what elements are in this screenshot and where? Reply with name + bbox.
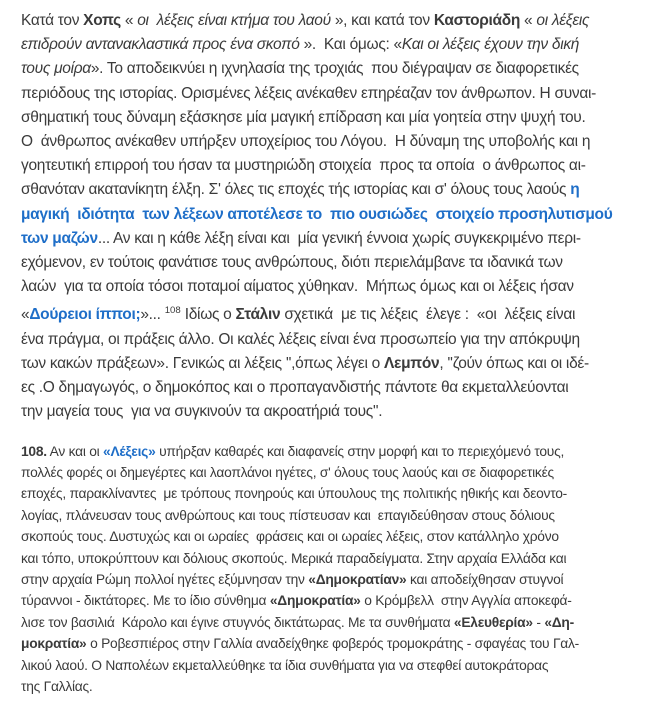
text-run: ο Ροβεσπιέρος στην Γαλλία αναδείχθηκε φοβερός τρομοκράτης - σφαγέας του Γαλ-: [86, 636, 580, 652]
text-run: «Λέξεις»: [103, 443, 156, 459]
text-run: η: [570, 181, 580, 199]
text-run: εχόμενον, εν τούτοις φανάτισε τους ανθρώπους, διότι περιελάμβανε τα ιδανικά των: [21, 254, 563, 272]
text-run: τύραννοι - δικτάτορες. Με το ίδιο σύνθημα: [21, 593, 270, 609]
text-run: υπήρξαν καθαρές και διαφανείς στην μορφή και το περιεχόμενό τους,: [155, 443, 565, 459]
text-run: Ο άνθρωπος ανέκαθεν υπήρξεν υποχείριος του Λόγου. Η δύναμη της υποβολής και η: [21, 133, 591, 151]
text-run: Αν και οι: [46, 443, 104, 459]
text-run: «: [520, 12, 537, 29]
text-run: Ιδίως ο: [180, 306, 236, 324]
text-run: ες .Ο δημαγωγός, ο δημοκόπος και ο προπαγανδιστής πάντοτε θα εκμεταλλεύονται: [21, 379, 569, 397]
footnote-text-line: [21, 526, 642, 547]
text-run: ». Το αποδεικνύει η ιχνηλασία της τροχιάς που διέγραψαν σε διαφορετικές: [90, 60, 579, 78]
footnote-text-line: [21, 590, 642, 611]
text-run: Χοπς: [83, 12, 121, 29]
text-run: «Ελευθερία»: [453, 614, 533, 630]
text-run: »...: [140, 306, 165, 324]
text-run: ένα πράγμα, οι πράξεις άλλο. Οι καλές λέξεις είναι ένα προσωπείο για την απόκρυψη: [21, 330, 580, 348]
main-paragraph: [21, 9, 642, 425]
body-text-line: [21, 33, 642, 57]
text-run: Λεμπόν: [384, 355, 440, 372]
text-run: «: [21, 306, 30, 324]
text-run: περιόδους της ιστορίας. Ορισμένες λέξεις ανέκαθεν επηρέαζαν τον άνθρωπον. Η συναι-: [21, 84, 597, 102]
body-text-line: [21, 251, 642, 275]
body-text-line: [21, 376, 642, 400]
text-run: , ''ζούν όπως και οι ιδέ-: [439, 355, 589, 372]
text-run: -: [532, 614, 545, 630]
text-run: των μαζών: [21, 229, 98, 247]
footnote-108: [21, 441, 642, 698]
body-text-line: [21, 57, 642, 81]
text-run: λισε τον βασιλιά Κάρολο και έγινε στυγνός δικτάτωρας. Με τα συνθήματα: [21, 614, 454, 630]
body-text-line: [21, 352, 642, 376]
footnote-text-line: [21, 483, 642, 504]
body-text-line: [21, 178, 642, 202]
text-run: στην αρχαία Ρώμη πολλοί ηγέτες εξύμνησαν την: [21, 572, 309, 588]
body-text-line: [21, 106, 642, 130]
text-run: ». Και όμως: «: [299, 36, 402, 54]
body-text-line: [21, 275, 642, 299]
text-run: την μαγεία τους για να συγκινούν τα ακροατήριά τους''.: [21, 403, 383, 421]
text-run: «Δη-: [544, 614, 574, 630]
body-text-line: [21, 203, 642, 227]
text-run: τους μοίρα: [21, 60, 91, 78]
footnote-text-line: [21, 505, 642, 526]
text-run: », και κατά τον: [330, 12, 434, 29]
text-run: 108.: [21, 443, 47, 459]
text-run: Κατά τον: [21, 12, 84, 29]
footnote-text-line: [21, 676, 642, 697]
body-text-line: [21, 299, 642, 327]
text-run: οι λέξεις: [536, 12, 590, 29]
text-run: Καστοριάδη: [433, 12, 521, 29]
text-run: Δούρειοι ίπποι;: [29, 306, 141, 324]
body-text-line: [21, 400, 642, 424]
body-text-line: [21, 154, 642, 178]
text-run: Και οι λέξεις έχουν την δική: [401, 36, 580, 54]
text-run: γοητευτική επιρροή του ήσαν τα μυστηριώδη στοιχεία προς τα οποία ο άνθρωπος αι-: [21, 157, 586, 175]
text-run: «Δημοκρατίαν»: [308, 572, 407, 588]
text-run: λογίας, πλάνευσαν τους ανθρώπους και τους πίστευσαν και επαγιδεύθησαν στους δόλιους: [21, 507, 555, 523]
text-run: λικού λαού. Ο Ναπολέων εκμεταλλεύθηκε τα ίδια συνθήματα για να στεφθεί αυτοκράτορας: [21, 657, 549, 673]
text-run: μοκρατία»: [21, 636, 87, 652]
text-run: επιδρούν αντανακλαστικά προς ένα σκοπό: [21, 36, 300, 54]
text-run: των κακών πράξεων». Γενικώς αι λέξεις '',όπως λέγει ο: [21, 355, 385, 372]
text-run: μαγική ιδιότητα των λέξεων αποτέλεσε το πιο ουσιώδες στοιχείο προσηλυτισμού: [21, 205, 613, 223]
footnote-text-line: [21, 612, 642, 633]
text-run: ο Κρόμβελλ στην Αγγλία αποκεφά-: [360, 593, 572, 609]
body-text-line: [21, 9, 642, 33]
text-run: οι λέξεις είναι κτήμα του λαού: [137, 12, 331, 29]
text-run: σθηματική τους δύναμη εξάσκησε μία μαγική επίδραση και μία γοητεία στην ψυχή του.: [21, 108, 586, 126]
text-run: σχετικά με τις λέξεις έλεγε : «οι λέξεις είναι: [280, 306, 576, 324]
text-run: της Γαλλίας.: [21, 679, 93, 695]
text-run: πολλές φορές οι δημεγέρτες και λαοπλάνοι ηγέτες, σ' όλους τους λαούς και σε διαφορετικές: [21, 465, 554, 481]
text-run: Στάλιν: [235, 306, 281, 324]
text-run: ... Αν και η κάθε λέξη είναι και μία γενική έννοια χωρίς συγκεκριμένο περι-: [97, 229, 581, 247]
footnote-text-line: [21, 655, 642, 676]
text-run: σθανόταν ακατανίκητη έλξη. Σ' όλες τις εποχές τής ιστορίας και σ' όλους τους λαούς: [21, 181, 571, 199]
text-run: λαών για τα οποία τόσοι ποταμοί αίματος χύθηκαν. Μήπως όμως και οι λέξεις ήσαν: [21, 278, 574, 296]
footnote-reference-number: 108: [164, 305, 181, 317]
footnote-text-line: [21, 462, 642, 483]
text-run: και τόπο, υποκρύπτουν και δόλιους σκοπούς. Μερικά παραδείγματα. Στην αρχαία Ελλάδα και: [21, 550, 567, 566]
footnote-text-line: [21, 441, 642, 462]
body-text-line: [21, 227, 642, 251]
footnote-text-line: [21, 633, 642, 654]
text-run: σκοπούς τους. Δυστυχώς και οι ωραίες φράσεις και οι ωραίες λέξεις, στον κατάλληλο χρόνο: [21, 529, 559, 545]
text-run: εποχές, παρακλίναντες με τρόπους πονηρούς και ύπουλους της πολιτικής ηθικής και δεοντο-: [21, 486, 567, 502]
text-run: «Δημοκρατία»: [269, 593, 361, 609]
text-run: «: [120, 12, 138, 29]
body-text-line: [21, 328, 642, 352]
footnote-text-line: [21, 569, 642, 590]
footnote-text-line: [21, 548, 642, 569]
text-run: και αποδείχθησαν στυγνοί: [406, 572, 564, 588]
body-text-line: [21, 82, 642, 106]
body-text-line: [21, 130, 642, 154]
